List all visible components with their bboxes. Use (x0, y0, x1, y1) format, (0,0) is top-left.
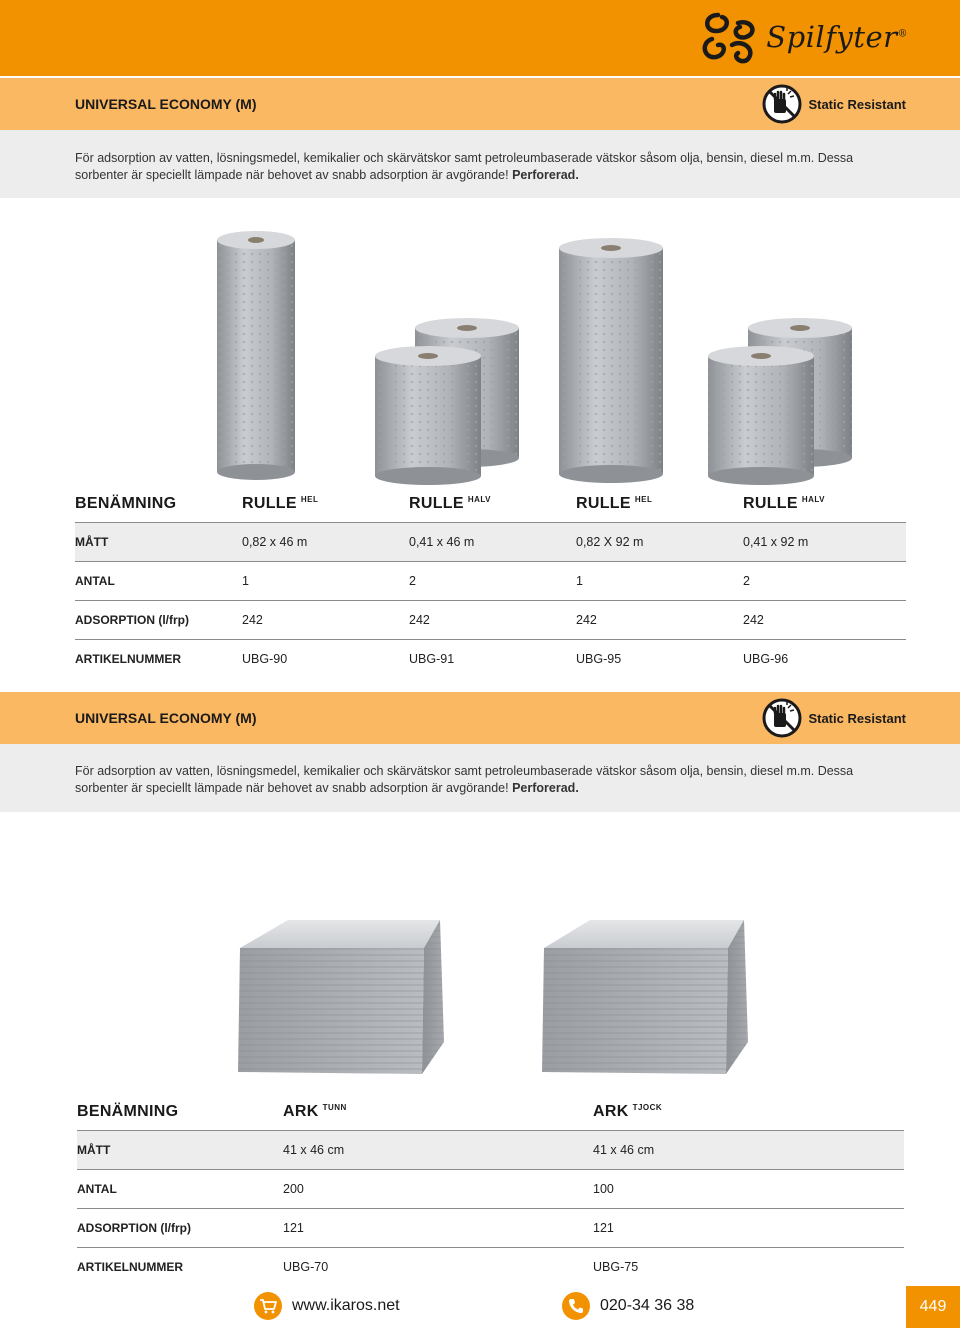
table-cell: 1 (576, 574, 583, 588)
description-text: För adsorption av vatten, lösningsmedel, kemikalier och skärvätskor samt petroleumbaserade vätskor såsom olja, bensin, diesel m.m. Dessa sorbenter är speciellt lämpade när behovet av snabb adsorption är avgörande! (75, 151, 854, 182)
table-cell: UBG-75 (593, 1260, 639, 1274)
row-label: ANTAL (75, 574, 115, 588)
row-label: MÅTT (75, 535, 109, 549)
table-cell: 0,41 x 46 m (409, 535, 475, 549)
row-label: MÅTT (77, 1143, 111, 1157)
table-cell: 41 x 46 cm (593, 1143, 655, 1157)
top-bar (0, 0, 960, 76)
column-header: RULLE $^{HEL}$ (576, 495, 653, 512)
table-cell: UBG-95 (576, 652, 622, 666)
description-bold: Perforerad. (512, 781, 579, 795)
column-header: ARK $^{TUNN}$ (283, 1103, 347, 1120)
table-cell: 0,82 X 92 m (576, 535, 644, 549)
description-text: För adsorption av vatten, lösningsmedel, kemikalier och skärvätskor samt petroleumbaserade vätskor såsom olja, bensin, diesel m.m. Dessa sorbenter är speciellt lämpade när behovet av snabb adsorption är avgörande! (75, 764, 854, 795)
product-image-rolls (200, 226, 880, 488)
brand-logo (698, 6, 908, 68)
page-footer (0, 1286, 960, 1328)
table-cell: 0,41 x 92 m (743, 535, 809, 549)
column-header: RULLE $^{HALV}$ (409, 495, 492, 512)
phone-icon (562, 1292, 590, 1320)
table-cell: 0,82 x 46 m (242, 535, 308, 549)
spec-table-pads (77, 1094, 904, 1286)
product-image-pads (228, 910, 768, 1090)
table-row (77, 1170, 904, 1209)
row-label: ARTIKELNUMMER (77, 1260, 183, 1274)
section-title: UNIVERSAL ECONOMY (M) (75, 96, 257, 112)
column-header: RULLE $^{HEL}$ (242, 495, 319, 512)
brand-name: Spilfyter® (766, 20, 908, 54)
table-cell: 100 (593, 1182, 614, 1196)
static-resistant-badge (762, 698, 906, 738)
table-cell: 41 x 46 cm (283, 1143, 345, 1157)
static-resistant-badge (762, 84, 906, 124)
table-cell: 2 (409, 574, 416, 588)
row-label: ANTAL (77, 1182, 117, 1196)
table-cell: 121 (593, 1221, 614, 1235)
section-title: UNIVERSAL ECONOMY (M) (75, 710, 257, 726)
description-bold: Perforerad. (512, 168, 579, 182)
header-label: BENÄMNING (77, 1103, 179, 1120)
table-header-row (77, 1094, 904, 1131)
table-cell: 242 (409, 613, 430, 627)
table-cell: UBG-91 (409, 652, 455, 666)
footer-web[interactable] (254, 1292, 400, 1320)
cart-icon (254, 1292, 282, 1320)
table-cell: 121 (283, 1221, 304, 1235)
table-cell: UBG-96 (743, 652, 789, 666)
footer-phone-number: 020-34 36 38 (600, 1297, 695, 1314)
section-description (0, 130, 960, 198)
roll-full-1 (217, 231, 295, 480)
table-header-row (75, 486, 906, 523)
spec-table-rolls (75, 486, 906, 678)
pad-stack-1 (238, 920, 444, 1074)
table-row (75, 562, 906, 601)
page-number: 449 (906, 1286, 960, 1328)
table-cell: 200 (283, 1182, 304, 1196)
section-description (0, 744, 960, 812)
static-resistant-icon (762, 84, 802, 124)
table-cell: 1 (242, 574, 249, 588)
section-header (0, 78, 960, 130)
roll-full-2 (559, 238, 663, 483)
table-row (77, 1209, 904, 1248)
static-resistant-label: Static Resistant (808, 710, 906, 726)
footer-website-link[interactable]: www.ikaros.net (292, 1297, 400, 1314)
table-row (77, 1248, 904, 1287)
table-cell: 2 (743, 574, 750, 588)
header-label: BENÄMNING (75, 495, 177, 512)
table-cell: 242 (743, 613, 764, 627)
table-cell: UBG-70 (283, 1260, 329, 1274)
static-resistant-label: Static Resistant (808, 96, 906, 112)
column-header: RULLE $^{HALV}$ (743, 495, 826, 512)
roll-half-front-2 (708, 346, 814, 485)
table-row (75, 601, 906, 640)
column-header: ARK $^{TJOCK}$ (593, 1103, 663, 1120)
row-label: ARTIKELNUMMER (75, 652, 181, 666)
table-cell: 242 (242, 613, 263, 627)
spilfyter-logo-icon (698, 9, 762, 65)
section-header (0, 692, 960, 744)
table-row (75, 523, 906, 562)
row-label: ADSORPTION (l/frp) (77, 1221, 191, 1235)
row-label: ADSORPTION (l/frp) (75, 613, 189, 627)
roll-half-front-1 (375, 346, 481, 485)
table-cell: UBG-90 (242, 652, 288, 666)
table-cell: 242 (576, 613, 597, 627)
static-resistant-icon (762, 698, 802, 738)
table-row (75, 640, 906, 679)
pad-stack-2 (542, 920, 748, 1074)
table-row (77, 1131, 904, 1170)
footer-phone[interactable] (562, 1292, 694, 1320)
